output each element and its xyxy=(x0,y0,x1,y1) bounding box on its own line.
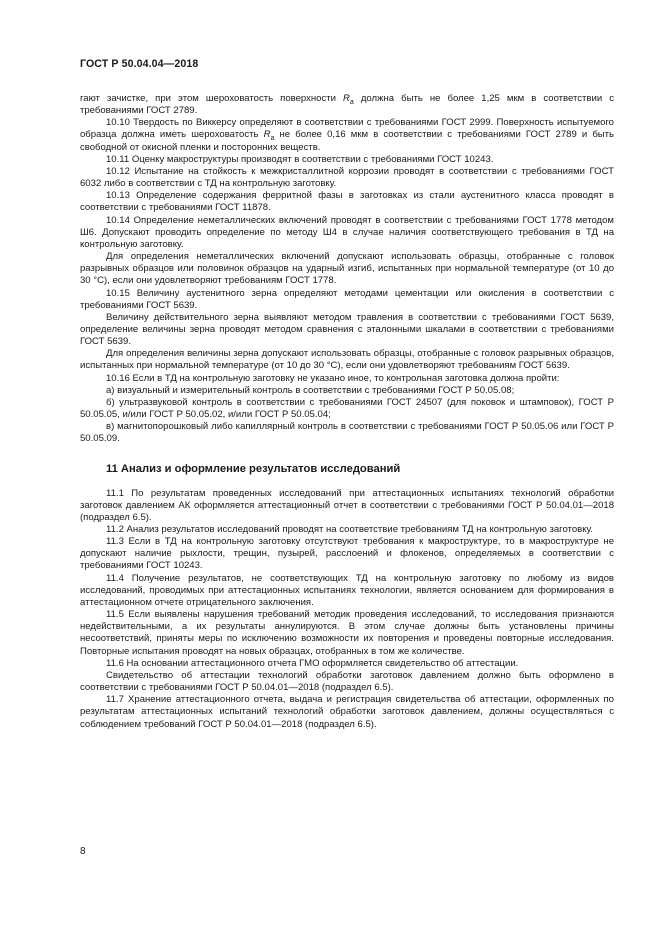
paragraph-10-16: 10.16 Если в ТД на контрольную заготовку не указано иное, то контрольная заготовка должна пройти: xyxy=(106,372,560,384)
list-item-a: а) визуальный и измерительный контроль в соответствии с требованиями ГОСТ Р 50.05.08; xyxy=(106,384,515,396)
paragraph-11-7: 11.7 Хранение аттестационного отчета, выдача и регистрация свидетельства об аттестации, оформленных по результатам аттестационных испытаний технологий обработки заготовок давлением, должны осуществляться с соблюдением требований ГОСТ Р 50.04.01—2018 (подраздел 6.5). xyxy=(80,694,614,730)
paragraph-10-13: 10.13 Определение содержания ферритной фазы в заготовках из стали аустенитного класса проводят в соответствии с требованиями ГОСТ 11878. xyxy=(80,190,614,214)
paragraph-11-6-certificate: Свидетельство об аттестации технологий обработки заготовок давлением должно быть оформлено в соответствии с требованиями ГОСТ Р 50.04.01—2018 (подраздел 6.5). xyxy=(80,669,614,694)
paragraph-11-1: 11.1 По результатам проведенных исследований при аттестационных испытаниях технологий обработки заготовок давлением АК оформляется аттестационный отчет в соответствии с требованиями ГОСТ Р 50.04.01—2018 (подраздел 6.5). xyxy=(80,487,614,523)
roughness-symbol: R xyxy=(343,93,350,104)
paragraph-11-5: 11.5 Если выявлены нарушения требований методик проведения исследований, то исследования признаются недействительными, а их результаты аннулируются. В этом случае должны быть установлены причины несоответствий, приняты меры по исключению возможности их повторения и проведены повторные исследования. Повторные испытания проводят на новых образцах, отобранных в том же количестве. xyxy=(80,609,614,657)
list-item-b: б) ультразвуковой контроль в соответствии с требованиями ГОСТ 24507 (для поковок и штамповок), ГОСТ Р 50.05.05, и/или ГОСТ Р 50.05.02, и/или ГОСТ Р 50.05.04; xyxy=(80,396,614,421)
list-item-v: в) магнитопорошковый либо капиллярный контроль в соответствии с требованиями ГОСТ Р 50.05.06 или ГОСТ Р 50.05.09. xyxy=(80,421,614,445)
paragraph-10-11: 10.11 Оценку макроструктуры производят в соответствии с требованиями ГОСТ 10243. xyxy=(106,153,494,165)
section-title-11: 11 Анализ и оформление результатов исследований xyxy=(106,462,401,475)
page-header-doc-code: ГОСТ Р 50.04.04—2018 xyxy=(80,58,199,70)
paragraph-continuation: гают зачистке, при этом шероховатость поверхности $R_a$ должна быть не более 1,25 мкм в соответствии с требованиями ГОСТ 2789. xyxy=(80,93,614,117)
paragraph-11-6: 11.6 На основании аттестационного отчета ГМО оформляется свидетельство об аттестации. xyxy=(106,657,519,669)
paragraph-10-10: 10.10 Твердость по Виккерсу определяют в соответствии с требованиями ГОСТ 2999. Поверхность испытуемого образца должна иметь шероховатость $R_a$ не более 0,16 мкм в соответствии с требованиями ГОСТ 2789 и быть свободной от окисной пленки и посторонних веществ. xyxy=(80,117,614,153)
paragraph-10-15-actual-grain: Величину действительного зерна выявляют методом травления в соответствии с требованиями ГОСТ 5639, определение величины зерна проводят методом сравнения с эталонными шкалами в соответствии с требованиями ГОСТ 5639. xyxy=(80,311,614,348)
paragraph-11-2: 11.2 Анализ результатов исследований проводят на соответствие требованиям ТД на контрольную заготовку. xyxy=(106,524,593,535)
roughness-symbol: R xyxy=(263,129,271,141)
paragraph-11-3: 11.3 Если в ТД на контрольную заготовку отсутствуют требования к макроструктуре, то в макроструктуре не допускают наличие рыхлости, трещин, пузырей, расслоений и флокенов, определяемых в соответствии с требованиями ГОСТ 10243. xyxy=(80,536,614,572)
paragraph-10-14: 10.14 Определение неметаллических включений проводят в соответствии с требованиями ГОСТ 1778 методом Ш6. Допускают проводить определение по методу Ш4 в случае наличия соответствующего требования в ТД на контрольную заготовку. xyxy=(80,214,614,250)
document-body xyxy=(80,93,614,731)
paragraph-10-14-note: Для определения неметаллических включений допускают использовать образцы, отобранные с головок разрывных образцов или половинок образцов на ударный изгиб, испытанных при нормальной температуре (от 10 до 30 °С), если они удовлетворяют требованиям ГОСТ 1778. xyxy=(80,251,614,287)
paragraph-10-12: 10.12 Испытание на стойкость к межкристаллитной коррозии проводят в соответствии с требованиями ГОСТ 6032 либо в соответствии с ТД на контрольную заготовку. xyxy=(80,165,614,190)
paragraph-10-15: 10.15 Величину аустенитного зерна определяют методами цементации или окисления в соответствии с требованиями ГОСТ 5639. xyxy=(80,287,614,311)
paragraph-11-4: 11.4 Получение результатов, не соответствующих ТД на контрольную заготовку по любому из видов исследований, проводимых при аттестационных испытаниях технологии, является основанием для формирования в аттестационном отчете отрицательного заключения. xyxy=(80,572,614,608)
subscript-a: a xyxy=(270,135,275,143)
page-number: 8 xyxy=(80,846,86,857)
paragraph-10-15-note: Для определения величины зерна допускают использовать образцы, отобранные с головок разрывных образцов, испытанных при нормальной температуре (от 10 до 30 °С), если они удовлетворяют требованиям ГОСТ 5639. xyxy=(80,348,614,372)
subscript-a: a xyxy=(349,98,354,106)
